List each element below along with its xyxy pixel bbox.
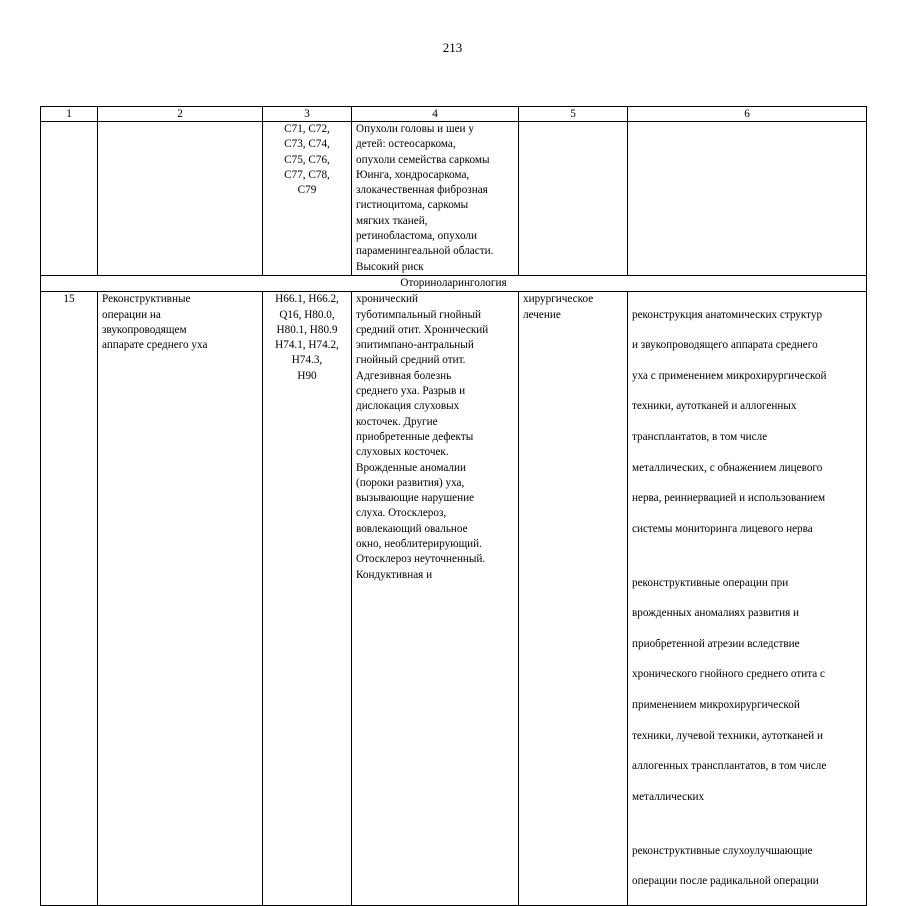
description-line: туботимпальный гнойный (356, 308, 481, 321)
continued-treatment-cell (519, 122, 628, 276)
column-header-4: 4 (352, 107, 519, 122)
description-line: злокачественная фиброзная (356, 184, 488, 197)
continued-codes-cell (263, 122, 352, 276)
description-line: Юинга, хондросаркома, (356, 168, 470, 181)
method-paragraph (632, 292, 862, 552)
description-line: Высокий риск (356, 260, 424, 273)
method-paragraph (632, 560, 862, 820)
code-line: H80.1, H80.9 (276, 323, 338, 336)
method-line: реконструкция анатомических структур (632, 308, 823, 321)
row-description-cell (352, 292, 519, 906)
method-line: реконструктивные слухоулучшающие (632, 844, 813, 857)
description-line: окно, необлитерирующий. (356, 538, 482, 551)
description-line: ретинобластома, опухоли (356, 230, 477, 243)
section-title: Оториноларингология (41, 275, 867, 291)
code-line: Q16, H80.0, (279, 308, 335, 321)
description-line: (пороки развития) уха, (356, 476, 465, 489)
name-line: аппарате среднего уха (102, 339, 208, 352)
method-line: реконструктивные операции при (632, 576, 789, 589)
code-line: H90 (297, 369, 317, 382)
name-line: звукопроводящем (102, 323, 187, 336)
method-line: нерва, реиннервацией и использованием (632, 492, 826, 505)
method-line: металлических (632, 790, 705, 803)
method-line: техники, аутотканей и аллогенных (632, 400, 797, 413)
description-line: гнойный средний отит. (356, 354, 466, 367)
description-line: эпитимпано-антральный (356, 339, 474, 352)
code-line: H74.1, H74.2, (275, 339, 339, 352)
row-methods-cell (628, 292, 867, 906)
description-line: детей: остеосаркома, (356, 138, 456, 151)
page-number: 213 (442, 40, 463, 55)
code-line: C79 (297, 184, 317, 197)
table-row (41, 292, 867, 906)
code-line: C73, C74, (284, 138, 330, 151)
method-line: врожденных аномалиях развития и (632, 607, 800, 620)
description-line: параменингеальной области. (356, 245, 494, 258)
method-line: техники, лучевой техники, аутотканей и (632, 729, 823, 742)
description-line: слуховых косточек. (356, 446, 449, 459)
method-line: приобретенной атрезии вследствие (632, 637, 800, 650)
description-line: мягких тканей, (356, 214, 428, 227)
continued-description-cell (352, 122, 519, 276)
column-number-row (41, 107, 867, 122)
description-line: Опухоли головы и шеи у (356, 123, 474, 135)
description-line: дислокация слуховых (356, 400, 460, 413)
method-line: уха с применением микрохирургической (632, 369, 827, 382)
description-line: Адгезивная болезнь (356, 369, 452, 382)
code-line: C71, C72, (284, 123, 330, 135)
continued-methods-cell (628, 122, 867, 276)
column-header-6: 6 (628, 107, 867, 122)
continued-row (41, 122, 867, 276)
continued-number-cell (41, 122, 98, 276)
column-header-5: 5 (519, 107, 628, 122)
description-line: Врожденные аномалии (356, 461, 466, 474)
description-line: хронический (356, 293, 419, 306)
description-line: гистиоцитома, саркомы (356, 199, 469, 212)
description-line: среднего уха. Разрыв и (356, 385, 466, 398)
method-line: хронического гнойного среднего отита с (632, 668, 825, 681)
description-line: слуха. Отосклероз, (356, 507, 447, 520)
method-line: системы мониторинга лицевого нерва (632, 522, 813, 535)
method-paragraph (632, 828, 862, 904)
method-line: аллогенных трансплантатов, в том числе (632, 760, 827, 773)
description-line: вовлекающий овальное (356, 522, 468, 535)
name-line: операции на (102, 308, 161, 321)
method-line: операции после радикальной операции (632, 875, 819, 888)
column-header-1: 1 (41, 107, 98, 122)
method-line: трансплантатов, в том числе (632, 430, 768, 443)
row-treatment-cell (519, 292, 628, 906)
description-line: приобретенные дефекты (356, 430, 474, 443)
column-header-2: 2 (98, 107, 263, 122)
description-line: средний отит. Хронический (356, 323, 489, 336)
code-line: H66.1, H66.2, (275, 293, 339, 306)
continued-name-cell (98, 122, 263, 276)
description-line: Отосклероз неуточненный. (356, 553, 486, 566)
row-name-cell (98, 292, 263, 906)
description-line: вызывающие нарушение (356, 492, 475, 505)
method-line: металлических, с обнажением лицевого (632, 461, 823, 474)
section-row (41, 275, 867, 291)
method-line: и звукопроводящего аппарата среднего (632, 339, 818, 352)
name-line: Реконструктивные (102, 293, 191, 306)
code-line: C75, C76, (284, 153, 330, 166)
row-number: 15 (41, 292, 98, 906)
treatment-line: лечение (523, 308, 561, 321)
description-line: Кондуктивная и (356, 568, 433, 581)
code-line: C77, C78, (284, 168, 330, 181)
method-line: применением микрохирургической (632, 698, 800, 711)
treatment-line: хирургическое (523, 293, 594, 306)
description-line: опухоли семейства саркомы (356, 153, 490, 166)
code-line: H74.3, (291, 354, 323, 367)
medical-services-table (40, 106, 867, 906)
column-header-3: 3 (263, 107, 352, 122)
row-codes-cell (263, 292, 352, 906)
description-line: косточек. Другие (356, 415, 438, 428)
